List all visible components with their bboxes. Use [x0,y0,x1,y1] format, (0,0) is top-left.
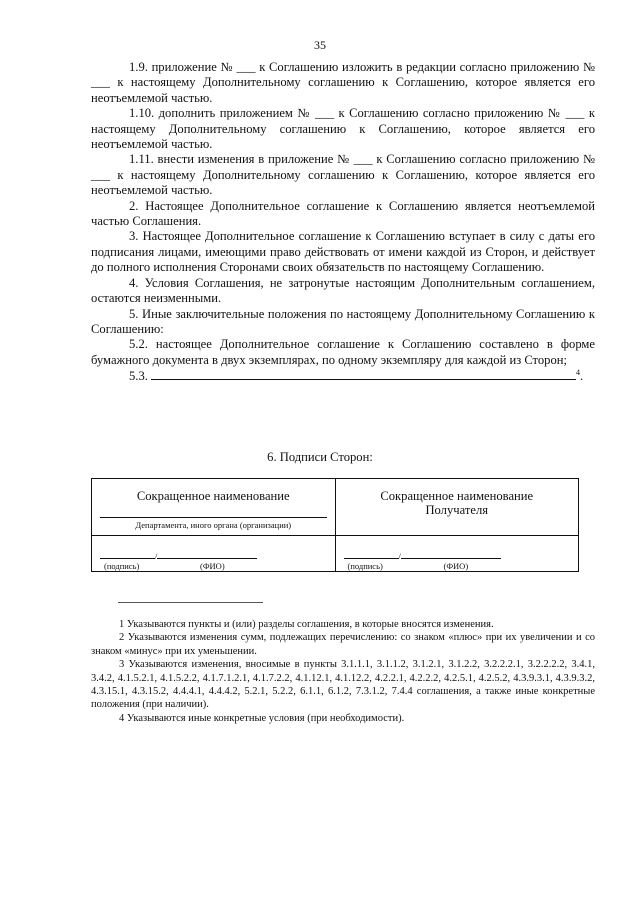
footnote-ref-4: 4 [576,367,581,377]
page-number: 35 [314,38,326,52]
recipient-header-line2: Получателя [425,503,489,517]
section-title: 6. Подписи Сторон: [267,450,373,464]
signature-blank [100,549,158,561]
separator: / [398,551,401,561]
footnote-1: 1 Указываются пункты и (или) разделы соглашения, в которые вносятся изменения. [119,619,494,630]
paragraph-5-3 [91,368,595,384]
name-blank [157,549,257,559]
paragraph-1-11: 1.11. внести изменения в приложение № ___ к Соглашению согласно приложению № ___ к настоящему Дополнительному соглашению к Соглашению, которое является его неотъемлемой частью. [91,152,595,198]
footnote-4: 4 Указываются иные конкретные условия (при необходимости). [119,712,405,724]
department-name-cell [92,479,335,536]
item-5-3-number: 5.3. [129,369,148,384]
paragraph-1-9: 1.9. приложение № ___ к Соглашению изложить в редакции согласно приложению № ___ к настоящему Дополнительному соглашению к Соглашению, которое является его неотъемлемой частью. [91,60,595,105]
department-header: Сокращенное наименование [136,489,290,503]
signature-label: (подпись) [347,561,383,571]
paragraph-3: 3. Настоящее Дополнительное соглашение к Соглашению вступает в силу с даты его подписания лицами, имеющими право действовать от имени каждой из Сторон, и действует до полного исполнения Сторонами своих обязательств по настоящему Соглашению. [91,229,595,275]
footnote-divider [118,602,263,603]
signature-column-recipient [335,479,579,571]
name-label: (ФИО) [200,561,225,571]
department-signature-line [100,549,257,561]
item-5-3-fill-line [151,368,576,380]
department-subcaption: Департамента, иного органа (организации) [100,517,327,530]
footnotes [91,618,595,725]
recipient-signature-line [344,549,501,561]
footnote-2: 2 Указываются изменения сумм, подлежащих перечислению: со знаком «плюс» при их увеличении и со знаком «минус» при их уменьшении. [91,632,595,657]
item-5-3-end: . [580,369,584,384]
signature-blank [344,549,399,559]
recipient-name-cell [336,479,579,536]
paragraph-1-10: 1.10. дополнить приложением № ___ к Соглашению согласно приложению № ___ к настоящему Дополнительному соглашению к Соглашению, которое является его неотъемлемой частью. [91,106,595,152]
name-label: (ФИО) [443,561,469,571]
signature-table [91,478,579,572]
separator: / [155,551,158,561]
paragraph-2: 2. Настоящее Дополнительное соглашение к Соглашению является неотъемлемой частью Соглашения. [91,198,595,229]
signature-label: (подпись) [104,561,140,571]
agreement-body [91,60,595,385]
name-blank [398,549,501,561]
paragraph-5-2: 5.2. настоящее Дополнительное соглашение к Соглашению составлено в форме бумажного документа в двух экземплярах, по одному экземпляру для каждой из Сторон; [91,337,595,367]
footnote-3: 3 Указываются изменения, вносимые в пункты 3.1.1.1, 3.1.1.2, 3.1.2.1, 3.1.2.2, 3.2.2.2.1, 3.2.2.2.2, 3.4.1, 3.4.2, 4.1.5.2.1, 4.1.5.2.2, 4.1.7.1.2.1, 4.1.7.2.2, 4.1.12.1, 4.1.12.2, 4.2.2.1, 4.2.2.2, 4.2.5.1, 4.2.5.2, 4.3.9.3.1, 4.3.9.3.2, 4.3.15.1, 4.3.15.2, 4.4.4.1, 4.4.4.2, 5.2.1, 5.2.2, 6.1.1, 6.1.2, 7.3.1.2, 7.4.4 соглашения, а также иные конкретные положения (при наличии). [91,659,595,711]
paragraph-5: 5. Иные заключительные положения по настоящему Дополнительному Соглашению к Соглашению: [91,306,595,336]
signature-column-department [92,479,335,571]
paragraph-4: 4. Условия Соглашения, не затронутые настоящим Дополнительным соглашением, остаются неизменными. [91,275,595,306]
recipient-header-line1: Сокращенное наименование [380,489,534,503]
